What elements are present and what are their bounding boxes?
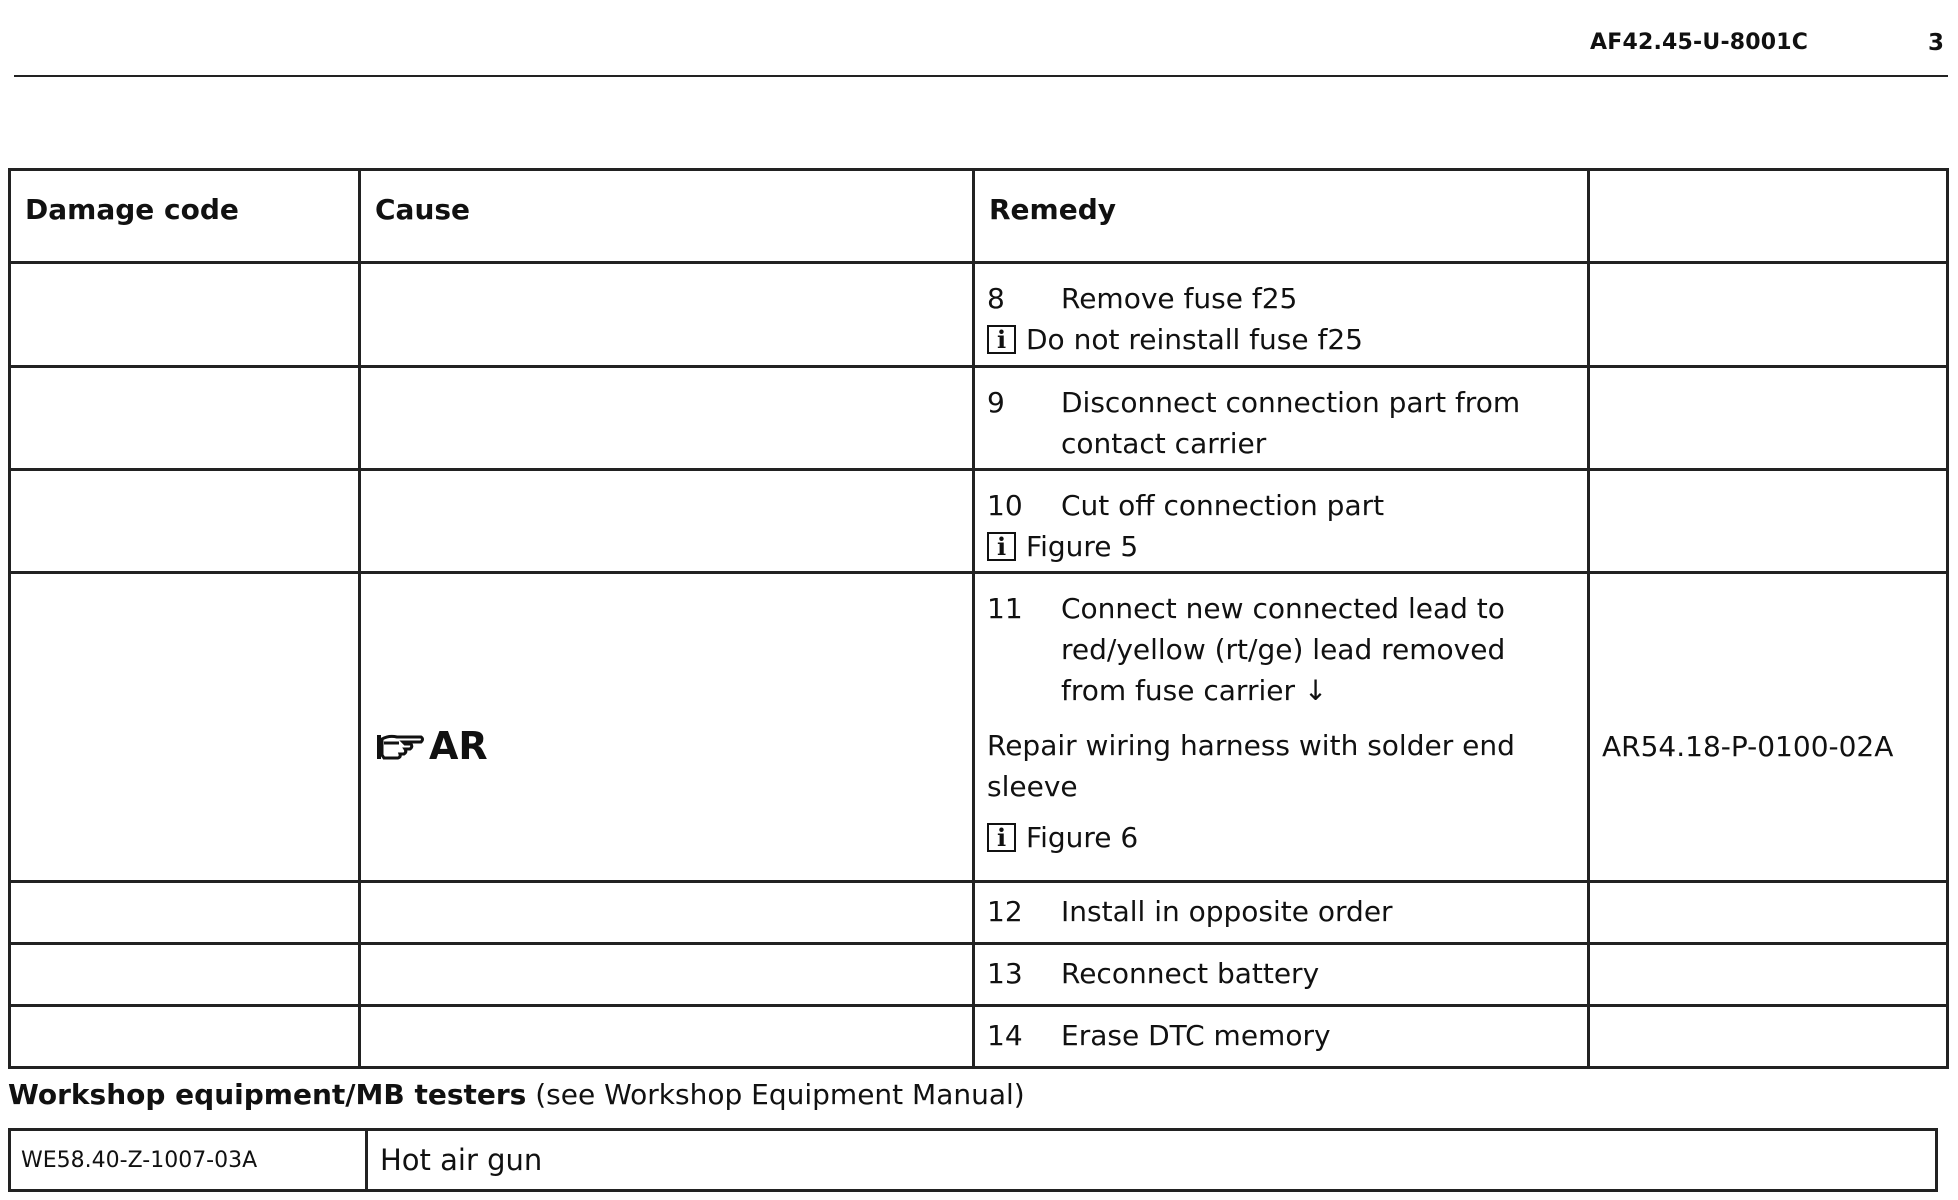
damage-code-cell xyxy=(10,367,360,470)
damage-code-cell xyxy=(10,573,360,882)
reference-cell xyxy=(1589,1006,1948,1068)
info-note: Figure 5 xyxy=(1026,530,1139,563)
reference-cell xyxy=(1589,882,1948,944)
step-number: 10 xyxy=(987,489,1023,522)
ar-reference-marker xyxy=(375,724,488,768)
step-text: Connect new connected lead to red/yellow (rt/ge) lead removed from fuse carrier ↓ xyxy=(1061,592,1506,707)
info-note: Figure 6 xyxy=(1026,821,1139,854)
step-text: Remove fuse f25 xyxy=(1061,282,1298,315)
document-reference: AR54.18-P-0100-02A xyxy=(1602,730,1894,763)
header-divider xyxy=(14,75,1948,77)
cause-cell xyxy=(360,573,974,882)
repair-instruction: Repair wiring harness with solder end sleeve xyxy=(987,729,1515,803)
step-text: Erase DTC memory xyxy=(1061,1019,1331,1052)
remedy-cell xyxy=(974,470,1589,573)
table-row xyxy=(10,1130,1937,1191)
remedy-cell xyxy=(974,1006,1589,1068)
info-icon: i xyxy=(987,532,1016,561)
repair-steps-table xyxy=(8,168,1949,1069)
remedy-cell xyxy=(974,263,1589,367)
table-row xyxy=(10,573,1948,882)
reference-cell xyxy=(1589,367,1948,470)
table-header-row xyxy=(10,170,1948,263)
column-header-damage-code: Damage code xyxy=(10,170,360,263)
table-row xyxy=(10,367,1948,470)
info-note: Do not reinstall fuse f25 xyxy=(1026,323,1363,356)
damage-code-cell xyxy=(10,944,360,1006)
table-row xyxy=(10,944,1948,1006)
table-row xyxy=(10,1006,1948,1068)
table-row xyxy=(10,470,1948,573)
equipment-name: Hot air gun xyxy=(367,1130,1937,1191)
workshop-equipment-table xyxy=(8,1128,1938,1192)
reference-cell xyxy=(1589,470,1948,573)
cause-cell xyxy=(360,263,974,367)
step-text: Cut off connection part xyxy=(1061,489,1385,522)
damage-code-cell xyxy=(10,882,360,944)
step-number: 9 xyxy=(987,386,1005,419)
table-row xyxy=(10,882,1948,944)
reference-cell xyxy=(1589,573,1948,882)
cause-cell xyxy=(360,470,974,573)
damage-code-cell xyxy=(10,1006,360,1068)
cause-cell xyxy=(360,882,974,944)
reference-cell xyxy=(1589,944,1948,1006)
column-header-cause: Cause xyxy=(360,170,974,263)
step-number: 11 xyxy=(987,592,1023,625)
step-text: Reconnect battery xyxy=(1061,957,1320,990)
column-header-reference xyxy=(1589,170,1948,263)
table-row xyxy=(10,263,1948,367)
step-number: 13 xyxy=(987,957,1023,990)
workshop-equipment-heading xyxy=(8,1078,1025,1111)
step-number: 8 xyxy=(987,282,1005,315)
cause-cell xyxy=(360,367,974,470)
step-number: 14 xyxy=(987,1019,1023,1052)
cause-cell xyxy=(360,1006,974,1068)
damage-code-cell xyxy=(10,470,360,573)
remedy-cell xyxy=(974,882,1589,944)
ar-marker-text: AR xyxy=(429,724,488,768)
equipment-code: WE58.40-Z-1007-03A xyxy=(10,1130,367,1191)
step-number: 12 xyxy=(987,895,1023,928)
remedy-cell xyxy=(974,944,1589,1006)
step-text: Install in opposite order xyxy=(1061,895,1393,928)
workshop-heading-title: Workshop equipment/MB testers xyxy=(8,1078,527,1111)
document-id: AF42.45-U-8001C xyxy=(1590,30,1809,55)
column-header-remedy: Remedy xyxy=(974,170,1589,263)
workshop-heading-note: (see Workshop Equipment Manual) xyxy=(526,1078,1025,1111)
remedy-cell xyxy=(974,367,1589,470)
info-icon: i xyxy=(987,823,1016,852)
pointing-hand-icon xyxy=(375,729,425,763)
page-number: 3 xyxy=(1928,30,1945,56)
cause-cell xyxy=(360,944,974,1006)
remedy-cell xyxy=(974,573,1589,882)
reference-cell xyxy=(1589,263,1948,367)
step-text: Disconnect connection part from contact carrier xyxy=(1061,386,1521,460)
info-icon: i xyxy=(987,325,1016,354)
damage-code-cell xyxy=(10,263,360,367)
